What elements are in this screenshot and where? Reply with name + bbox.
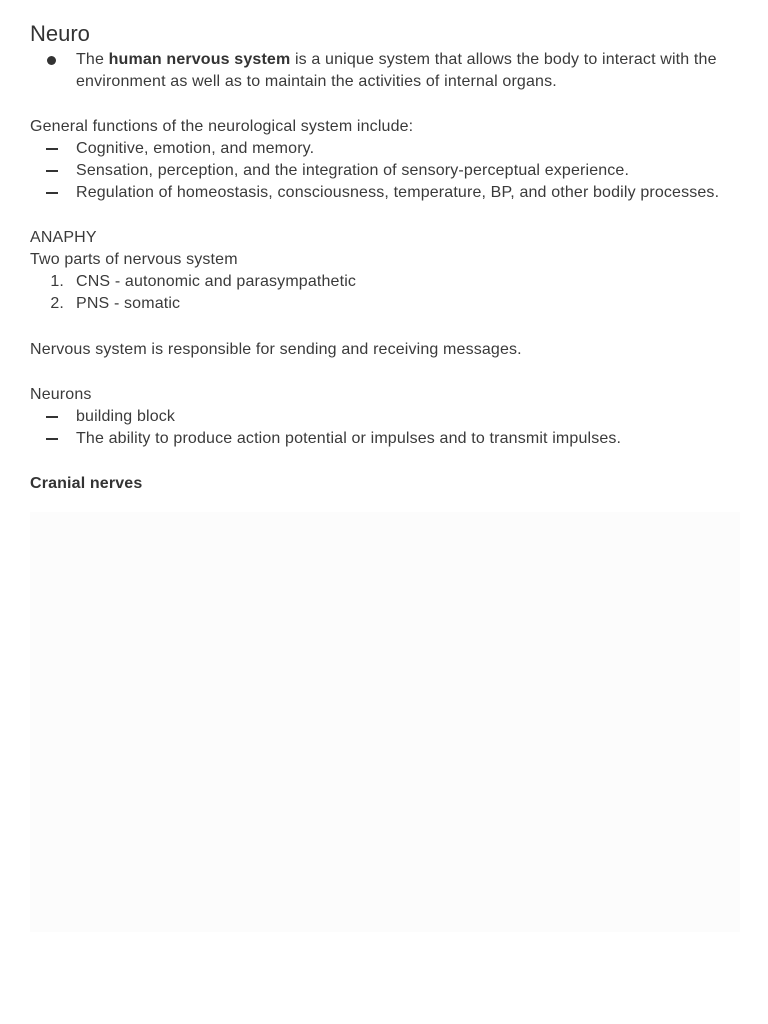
dash-icon [46,438,58,440]
dash-icon [46,192,58,194]
intro-prefix: The [76,51,109,68]
neuron-item: building block [76,408,176,425]
intro-suffix: is a unique system that allows the body to interact with the environment as well as to maintain the activities of internal organs. [76,51,717,90]
list-item [30,428,740,450]
cranial-nerves-heading: Cranial nerves [30,475,143,492]
function-item: Regulation of homeostasis, consciousness, temperature, BP, and other bodily processes. [76,184,720,201]
list-item [30,406,740,428]
list-item [30,271,740,293]
dash-icon [46,148,58,150]
nervous-system-statement: Nervous system is responsible for sending and receiving messages. [30,341,522,358]
list-item [30,49,740,93]
anaphy-item: CNS - autonomic and parasympathetic [76,273,357,290]
anaphy-section [30,227,740,315]
dash-icon [46,170,58,172]
neurons-heading: Neurons [30,386,92,403]
cranial-nerves-image [30,512,740,932]
page-title: Neuro [30,21,90,46]
list-number: 2. [50,295,64,312]
general-functions-section [30,116,740,204]
intro-bold-term: human nervous system [108,51,291,68]
list-item [30,138,740,160]
anaphy-item: PNS - somatic [76,295,181,312]
function-item: Sensation, perception, and the integration of sensory-perceptual experience. [76,162,630,179]
neurons-section [30,384,740,450]
dash-icon [46,416,58,418]
list-number: 1. [50,273,64,290]
anaphy-subheading: Two parts of nervous system [30,251,238,268]
list-item [30,160,740,182]
neuron-item: The ability to produce action potential or impulses and to transmit impulses. [76,430,622,447]
list-item [30,293,740,315]
intro-list [30,49,740,93]
function-item: Cognitive, emotion, and memory. [76,140,315,157]
bullet-icon [47,56,56,65]
list-item [30,182,740,204]
general-functions-heading: General functions of the neurological system include: [30,118,414,135]
anaphy-heading: ANAPHY [30,229,97,246]
